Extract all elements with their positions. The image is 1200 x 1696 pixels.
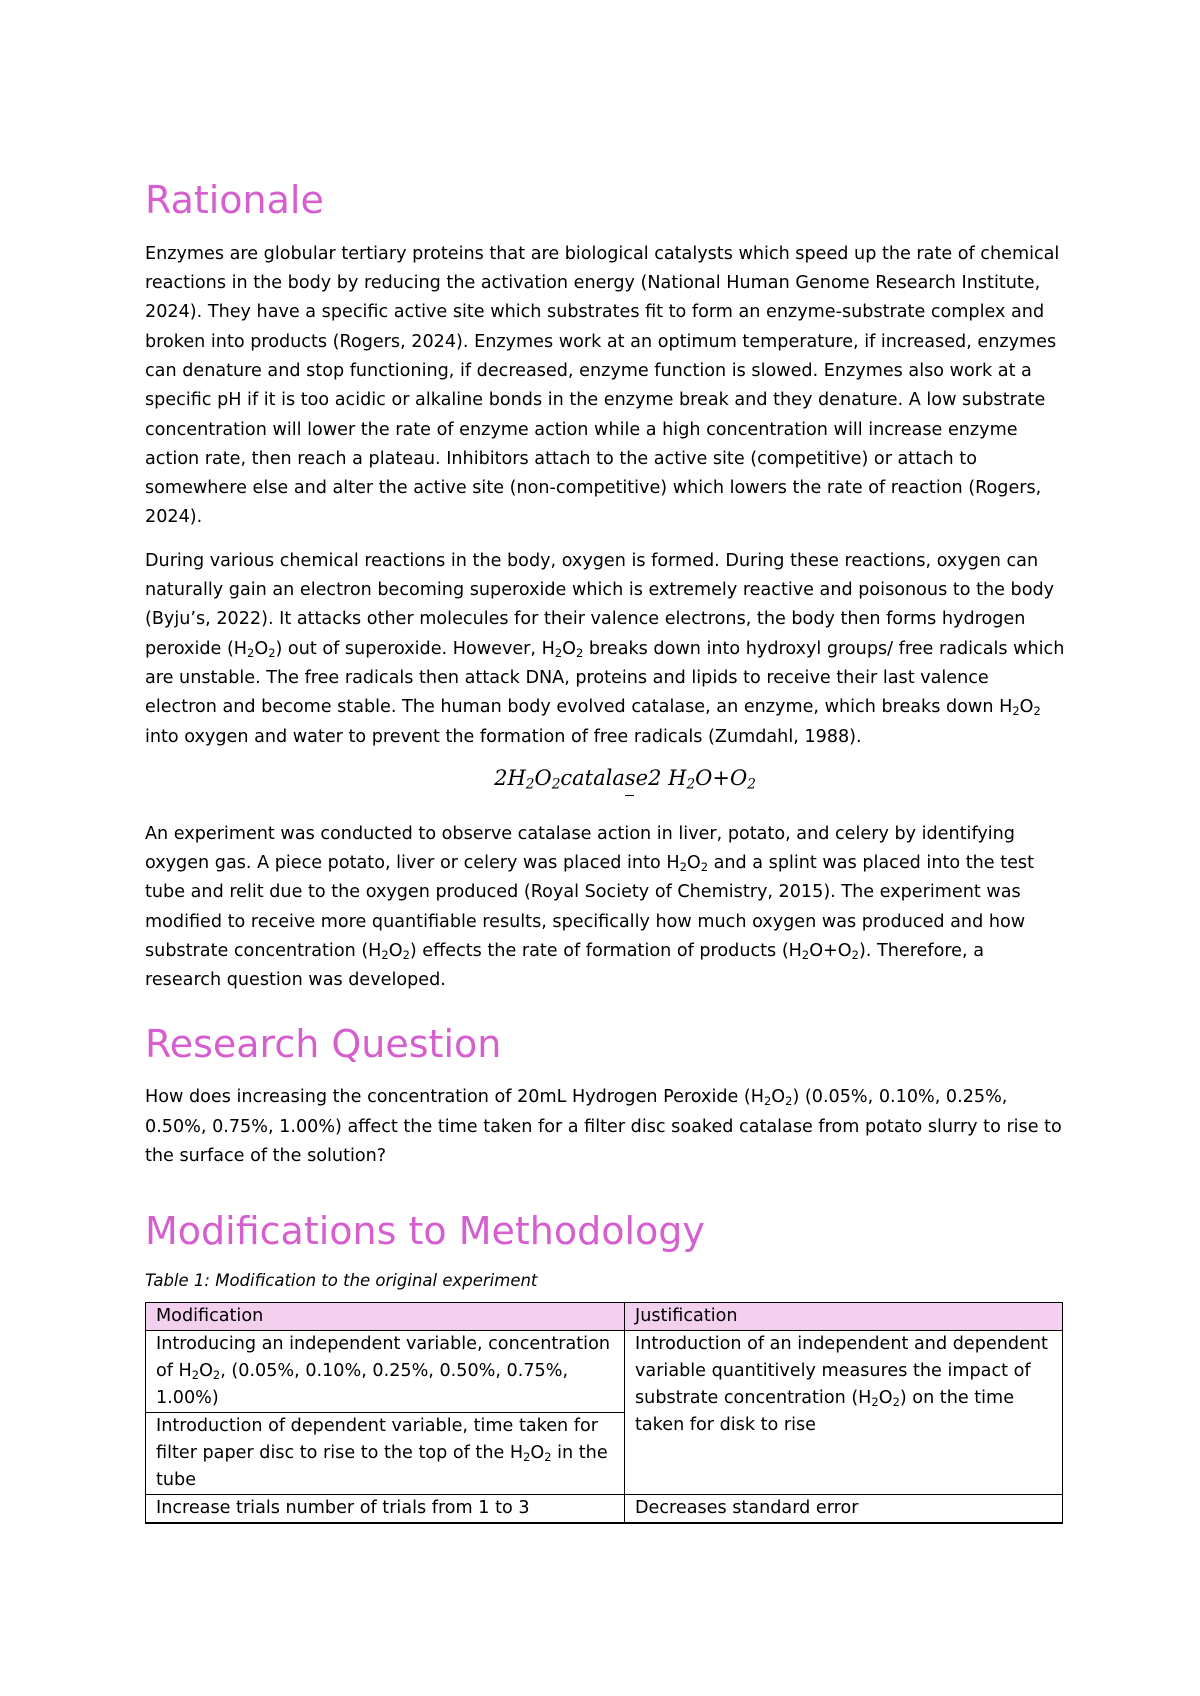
rationale-paragraph-3: An experiment was conducted to observe catalase action in liver, potato, and celery by identifying oxygen gas. A piece potato, liver or celery was placed into $H_2O_2$ and a splint was placed into the test tube and relit due to the oxygen produced (Royal Society of Chemistry, 2015). The experiment was modified to receive more quantifiable results, specifically how much oxygen was produced and how substrate concentration $(H_2O_2)$ effects the rate of formation of products $(H_2O+O_2)$. Therefore, a research question was developed.	[145, 823, 1034, 991]
modifications-table	[145, 1302, 1063, 1524]
rationale-paragraph-1: Enzymes are globular tertiary proteins that are biological catalysts which speed up the rate of chemical reactions in the body by reducing the activation energy (National Human Genome Research Institute, 2024). They have a specific active site which substrates fit to form an enzyme-substrate complex and broken into products (Rogers, 2024). Enzymes work at an optimum temperature, if increased, enzymes can denature and stop functioning, if decreased, enzyme function is slowed. Enzymes also work at a specific pH if it is too acidic or alkaline bonds in the enzyme break and they denature. A low substrate concentration will lower the rate of enzyme action while a high concentration will increase enzyme action rate, then reach a plateau. Inhibitors attach to the active site (competitive) or attach to somewhere else and alter the active site (non-competitive) which lowers the rate of reaction (Rogers, 2024).	[145, 243, 1060, 528]
modification-cell-1: Introducing an independent variable, concentration of $H_2O_2$, (0.05%, 0.10%, 0.25%, 0.50%, 0.75%, 1.00%)	[146, 1331, 625, 1413]
table-caption: Table 1: Modification to the original experiment	[145, 1271, 538, 1291]
rationale-paragraph-2: During various chemical reactions in the body, oxygen is formed. During these reactions, oxygen can naturally gain an electron becoming superoxide which is extremely reactive and poisonous to the body (Byju’s, 2022). It attacks other molecules for their valence electrons, the body then forms hydrogen peroxide $(H_2O_2)$ out of superoxide. However, $H_2O_2$ breaks down into hydroxyl groups/ free radicals which are unstable. The free radicals then attack DNA, proteins and lipids to receive their last valence electron and become stable. The human body evolved catalase, an enzyme, which breaks down $H_2O_2$ into oxygen and water to prevent the formation of free radicals (Zumdahl, 1988).	[145, 550, 1065, 747]
research-question-text: How does increasing the concentration of 20mL Hydrogen Peroxide $(H_2O_2)$ (0.05%, 0.10%, 0.25%, 0.50%, 0.75%, 1.00%) affect the time taken for a filter disc soaked catalase from potato slurry to rise to the surface of the solution?	[145, 1087, 1062, 1167]
modifications-heading: Modifications to Methodology	[145, 1209, 705, 1254]
table-header-row	[146, 1303, 1063, 1331]
modification-cell-3: Increase trials number of trials from 1 to 3	[146, 1495, 625, 1524]
justification-cell-3: Decreases standard error	[625, 1495, 1063, 1524]
modification-cell-2: Introduction of dependent variable, time taken for filter paper disc to rise to the top of the $H_2O_2$ in the tube	[146, 1413, 625, 1495]
rationale-heading: Rationale	[145, 178, 324, 222]
document-content	[145, 180, 1065, 1524]
table-row	[146, 1495, 1063, 1524]
equation-arrow-mark	[625, 795, 634, 796]
catalase-equation: $2H_2O_2catalase2$ $H_2O+O_2$	[145, 766, 1065, 790]
justification-cell-1: Introduction of an independent and dependent variable quantitively measures the impact of substrate concentration $(H_2O_2)$ on the time taken for disk to rise	[625, 1331, 1063, 1495]
column-header-justification: Justification	[625, 1303, 1063, 1331]
column-header-modification: Modification	[146, 1303, 625, 1331]
table-row	[146, 1331, 1063, 1413]
research-question-heading: Research Question	[145, 1021, 502, 1066]
